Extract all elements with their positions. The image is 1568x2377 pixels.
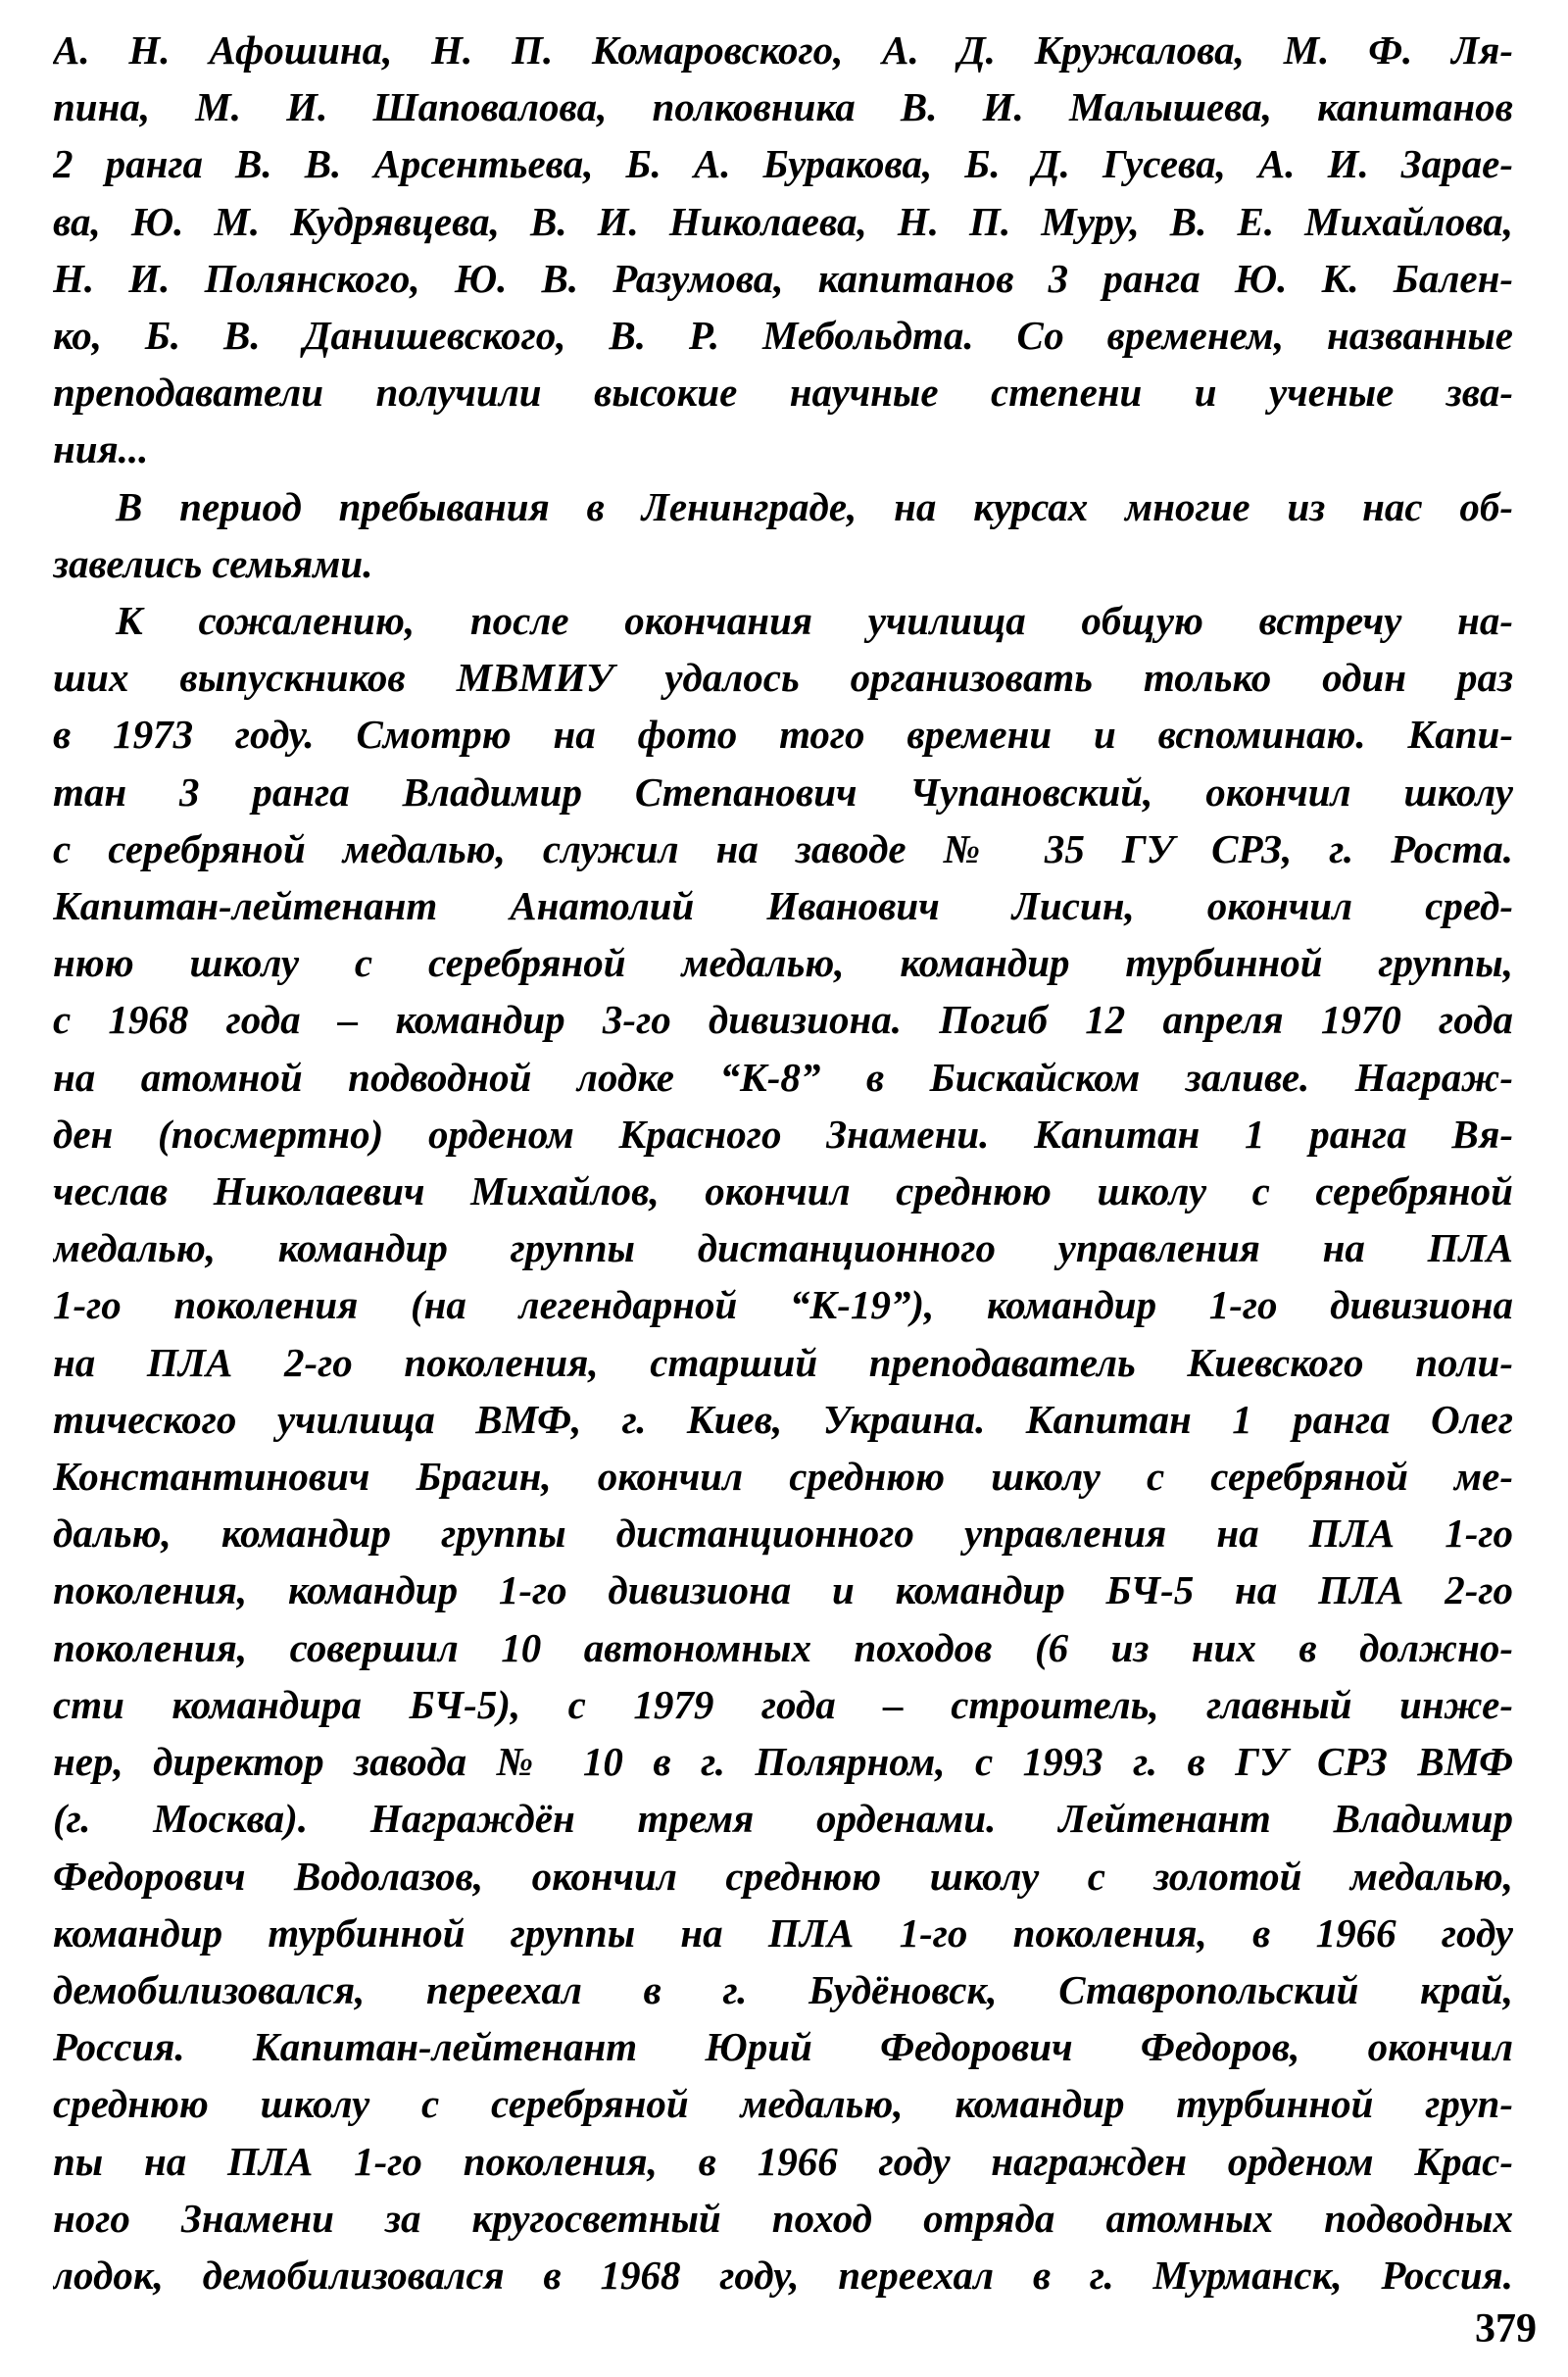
text-line: на атомной подводной лодке “К-8” в Бискайском заливе. Награж-: [53, 1054, 1513, 1100]
text-line: А. Н. Афошина, Н. П. Комаровского, А. Д. Кружалова, М. Ф. Ля-: [53, 27, 1513, 73]
text-line: 1-го поколения (на легендарной “К-19”), командир 1-го дивизиона: [53, 1282, 1513, 1328]
text-line: завелись семьями.: [53, 540, 373, 586]
text-line: демобилизовался, переехал в г. Будёновск, Ставропольский край,: [53, 1966, 1513, 2012]
text-line: ва, Ю. М. Кудрявцева, В. И. Николаева, Н. П. Муру, В. Е. Михайлова,: [53, 198, 1513, 244]
text-line: ния...: [53, 426, 149, 472]
text-line: пы на ПЛА 1-го поколения, в 1966 году награжден орденом Крас-: [53, 2138, 1513, 2184]
text-line: лодок, демобилизовался в 1968 году, переехал в г. Мурманск, Россия.: [53, 2252, 1513, 2298]
text-line: с 1968 года – командир 3-го дивизиона. Погиб 12 апреля 1970 года: [53, 997, 1513, 1043]
text-line: среднюю школу с серебряной медалью, командир турбинной груп-: [53, 2081, 1513, 2127]
text-line: ко, Б. В. Данишевского, В. Р. Мебольдта. Со временем, названные: [53, 313, 1513, 359]
text-line: преподаватели получили высокие научные степени и ученые зва-: [53, 370, 1513, 416]
text-line: Россия. Капитан-лейтенант Юрий Федорович Федоров, окончил: [53, 2024, 1513, 2070]
text-line: далью, командир группы дистанционного управления на ПЛА 1-го: [53, 1510, 1513, 1557]
text-line: командир турбинной группы на ПЛА 1-го поколения, в 1966 году: [53, 1909, 1513, 1956]
text-line: поколения, совершил 10 автономных походов (6 из них в должно-: [53, 1624, 1513, 1670]
text-body: [53, 22, 1513, 2303]
page-number: 379: [1475, 2306, 1537, 2352]
text-line: Константинович Брагин, окончил среднюю школу с серебряной ме-: [53, 1454, 1513, 1500]
text-line: ден (посмертно) орденом Красного Знамени. Капитан 1 ранга Вя-: [53, 1111, 1513, 1157]
text-line: К сожалению, после окончания училища общую встречу на-: [116, 598, 1513, 644]
text-line: Н. И. Полянского, Ю. В. Разумова, капитанов 3 ранга Ю. К. Бален-: [53, 255, 1513, 301]
text-line: в 1973 году. Смотрю на фото того времени и вспоминаю. Капи-: [53, 712, 1513, 758]
text-line: сти командира БЧ-5), с 1979 года – строитель, главный инже-: [53, 1681, 1513, 1727]
text-line: нюю школу с серебряной медалью, командир турбинной группы,: [53, 940, 1513, 986]
text-line: с серебряной медалью, служил на заводе № 35 ГУ СРЗ, г. Роста.: [53, 825, 1513, 871]
text-line: (г. Москва). Награждён тремя орденами. Лейтенант Владимир: [53, 1796, 1513, 1842]
text-line: Федорович Водолазов, окончил среднюю школу с золотой медалью,: [53, 1853, 1513, 1899]
text-line: на ПЛА 2-го поколения, старший преподаватель Киевского поли-: [53, 1339, 1513, 1385]
text-line: 2 ранга В. В. Арсентьева, Б. А. Буракова, Б. Д. Гусева, А. И. Зарае-: [53, 141, 1513, 187]
text-line: Капитан-лейтенант Анатолий Иванович Лисин, окончил сред-: [53, 883, 1513, 929]
text-line: чеслав Николаевич Михайлов, окончил среднюю школу с серебряной: [53, 1168, 1513, 1214]
text-line: тан 3 ранга Владимир Степанович Чупановский, окончил школу: [53, 768, 1513, 815]
text-line: В период пребывания в Ленинграде, на курсах многие из нас об-: [116, 483, 1513, 529]
text-line: ного Знамени за кругосветный поход отряда атомных подводных: [53, 2195, 1513, 2241]
text-line: ших выпускников МВМИУ удалось организовать только один раз: [53, 655, 1513, 701]
text-line: медалью, командир группы дистанционного управления на ПЛА: [53, 1225, 1513, 1271]
text-line: тического училища ВМФ, г. Киев, Украина. Капитан 1 ранга Олег: [53, 1396, 1513, 1442]
text-line: нер, директор завода № 10 в г. Полярном, с 1993 г. в ГУ СРЗ ВМФ: [53, 1739, 1513, 1785]
text-line: поколения, командир 1-го дивизиона и командир БЧ-5 на ПЛА 2-го: [53, 1567, 1513, 1613]
text-line: пина, М. И. Шаповалова, полковника В. И. Малышева, капитанов: [53, 84, 1513, 130]
